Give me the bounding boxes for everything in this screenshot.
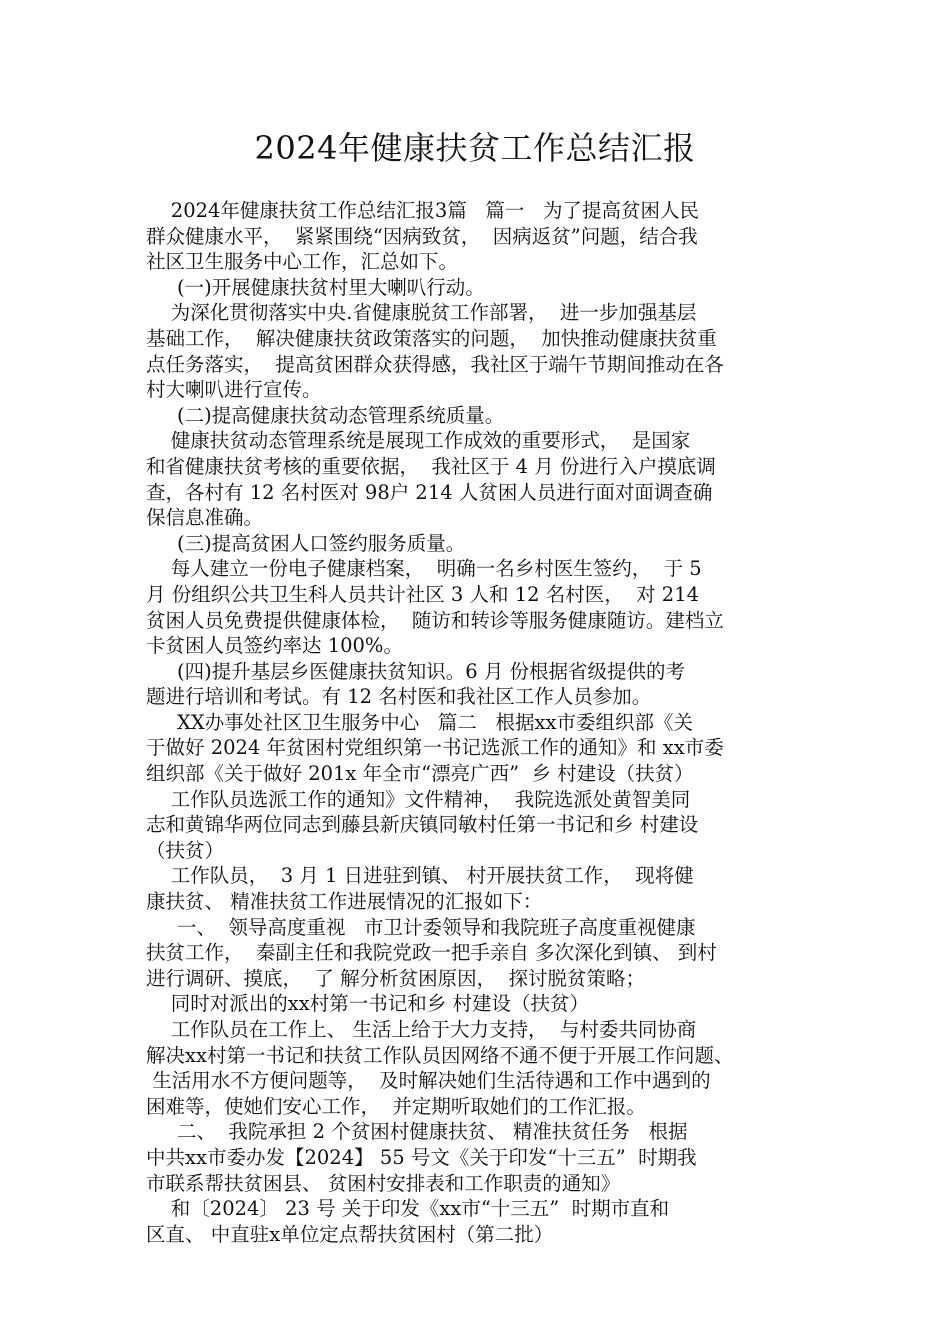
text-line: 工作队员， 3 月 1 日进驻到镇、 村开展扶贫工作， 现将健	[146, 864, 694, 888]
text-line: 查，各村有 12 名村医对 98户 214 人贫困人员进行面对面调查确	[146, 480, 713, 504]
text-line: 生活用水不方便问题等， 及时解决她们生活待遇和工作中遇到的	[146, 1069, 711, 1093]
document-body	[146, 198, 816, 1247]
text-line: 群众健康水平， 紧紧围绕“因病致贫， 因病返贫”问题，结合我	[146, 224, 698, 248]
text-line: 为深化贯彻落实中央.省健康脱贫工作部署， 进一步加强基层	[146, 301, 697, 325]
text-line: 扶贫工作， 秦副主任和我院党政一把手亲自 多次深化到镇、 到村	[146, 941, 717, 965]
text-line: 卡贫困人员签约率达 100%。	[146, 634, 403, 658]
text-line: 组织部《关于做好 201x 年全市“漂亮广西” 乡 村建设（扶贫）	[146, 762, 694, 786]
text-line: 健康扶贫动态管理系统是展现工作成效的重要形式， 是国家	[146, 429, 691, 453]
text-line: 每人建立一份电子健康档案， 明确一名乡村医生签约， 于 5	[146, 557, 702, 581]
section-heading: (四)提升基层乡医健康扶贫知识。6 月 份根据省级提供的考	[146, 659, 686, 683]
text-line: 2024年健康扶贫工作总结汇报3篇 篇一 为了提高贫困人民	[146, 199, 700, 222]
text-line: 工作队员在工作上、 生活上给于大力支持， 与村委共同协商	[146, 1018, 697, 1041]
section-heading: 二、 我院承担 2 个贫困村健康扶贫、 精准扶贫任务 根据	[146, 1120, 688, 1144]
section-heading: (二)提高健康扶贫动态管理系统质量。	[146, 403, 505, 427]
text-line: 保信息准确。	[146, 506, 264, 530]
text-line: 和〔2024〕 23 号 关于印发《xx市“十三五” 时期市直和	[146, 1197, 670, 1221]
text-line: 区直、 中直驻x单位定点帮扶贫困村（第二批）	[146, 1222, 554, 1246]
text-line: 于做好 2024 年贫困村党组织第一书记选派工作的通知》和 xx市委	[146, 736, 724, 760]
text-line: 工作队员选派工作的通知》文件精神， 我院选派处黄智美同	[146, 787, 691, 811]
text-line: 市联系帮扶贫困县、 贫困村安排表和工作职责的通知》	[146, 1171, 621, 1195]
section-heading: (一)开展健康扶贫村里大喇叭行动。	[146, 275, 485, 299]
text-line: 点任务落实， 提高贫困群众获得感，我社区于端午节期间推动在各	[146, 352, 724, 376]
text-line: 社区卫生服务中心工作，汇总如下。	[146, 250, 459, 274]
text-line: 进行调研、摸底， 了 解分析贫困原因， 探讨脱贫策略；	[146, 966, 645, 990]
text-line: （扶贫）	[146, 838, 225, 862]
text-line: 同时对派出的xx村第一书记和乡 村建设（扶贫）	[146, 992, 589, 1016]
document-title: 2024年健康扶贫工作总结汇报	[254, 129, 696, 167]
text-line: XX办事处社区卫生服务中心 篇二 根据xx市委组织部《关	[146, 710, 693, 734]
text-line: 志和黄锦华两位同志到藤县新庆镇同敏村任第一书记和乡 村建设	[146, 813, 699, 837]
text-line: 康扶贫、 精准扶贫工作进展情况的汇报如下：	[146, 890, 543, 914]
text-line: 基础工作， 解决健康扶贫政策落实的问题， 加快推动健康扶贫重	[146, 326, 717, 350]
text-line: 题进行培训和考试。有 12 名村医和我社区工作人员参加。	[146, 685, 652, 709]
text-line: 解决xx村第一书记和扶贫工作队员因网络不通不便于开展工作问题、	[146, 1043, 734, 1067]
text-line: 困难等，使她们安心工作， 并定期听取她们的工作汇报。	[146, 1094, 646, 1118]
text-line: 贫困人员免费提供健康体检， 随访和转诊等服务健康随访。建档立	[146, 608, 724, 632]
text-line: 村大喇叭进行宣传。	[146, 378, 322, 402]
text-line: 和省健康扶贫考核的重要依据， 我社区于 4 月 份进行入户摸底调	[146, 454, 716, 478]
section-heading: (三)提高贫困人口签约服务质量。	[146, 531, 466, 555]
text-line: 中共xx市委办发【2024】 55 号文《关于印发“十三五” 时期我	[146, 1145, 697, 1169]
text-line: 月 份组织公共卫生科人员共计社区 3 人和 12 名村医， 对 214	[146, 582, 700, 606]
section-heading: 一、 领导高度重视 市卫计委领导和我院班子高度重视健康	[146, 915, 696, 939]
